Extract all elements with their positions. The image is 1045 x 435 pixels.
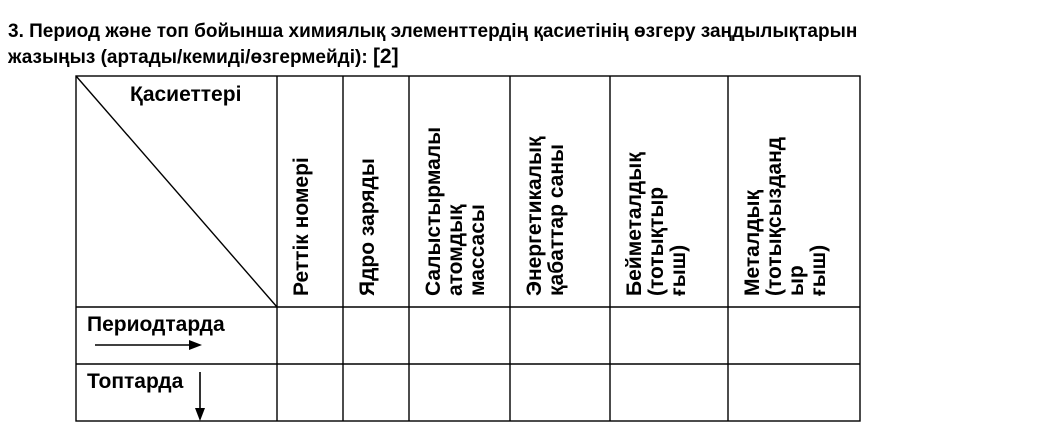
down-arrow-icon bbox=[195, 372, 205, 421]
answer-cell-periods-energy-levels[interactable] bbox=[511, 308, 609, 363]
row-label-groups: Топтарда bbox=[87, 370, 184, 393]
column-header-energy-levels: Энергетикалық қабаттар саны bbox=[523, 136, 568, 296]
answer-cell-periods-serial-number[interactable] bbox=[278, 308, 342, 363]
column-header-serial-number: Реттік номері bbox=[290, 157, 313, 296]
answer-cell-periods-nonmetallic[interactable] bbox=[611, 308, 727, 363]
right-arrow-icon bbox=[95, 340, 202, 350]
answer-cell-groups-energy-levels[interactable] bbox=[511, 365, 609, 420]
answer-cell-groups-nuclear-charge[interactable] bbox=[344, 365, 408, 420]
answer-cell-groups-serial-number[interactable] bbox=[278, 365, 342, 420]
column-header-nuclear-charge: Ядро заряды bbox=[356, 158, 379, 296]
answer-cell-groups-nonmetallic[interactable] bbox=[611, 365, 727, 420]
corner-header-label: Қасиеттері bbox=[130, 83, 242, 106]
row-label-periods: Периодтарда bbox=[87, 313, 225, 336]
answer-cell-groups-atomic-mass[interactable] bbox=[410, 365, 509, 420]
answer-cell-groups-metallic[interactable] bbox=[729, 365, 859, 420]
answer-cell-periods-atomic-mass[interactable] bbox=[410, 308, 509, 363]
column-header-metallic: Металдық (тотықсызданд ыр ғыш) bbox=[741, 136, 830, 296]
answer-cell-periods-nuclear-charge[interactable] bbox=[344, 308, 408, 363]
column-header-nonmetallic: Бейметалдық (тотықтыр ғыш) bbox=[623, 152, 690, 296]
answer-cell-periods-metallic[interactable] bbox=[729, 308, 859, 363]
column-header-atomic-mass: Салыстырмалы атомдық массасы bbox=[422, 126, 489, 296]
question-line-1: 3. Период және топ бойынша химиялық элементтердің қасиетінің өзгеру заңдылықтарын bbox=[8, 21, 858, 42]
corner-diagonal bbox=[76, 76, 277, 307]
question-marks: [2] bbox=[372, 45, 399, 68]
question-line-2: жазыңыз (артады/кемиді/өзгермейді): bbox=[8, 47, 368, 68]
